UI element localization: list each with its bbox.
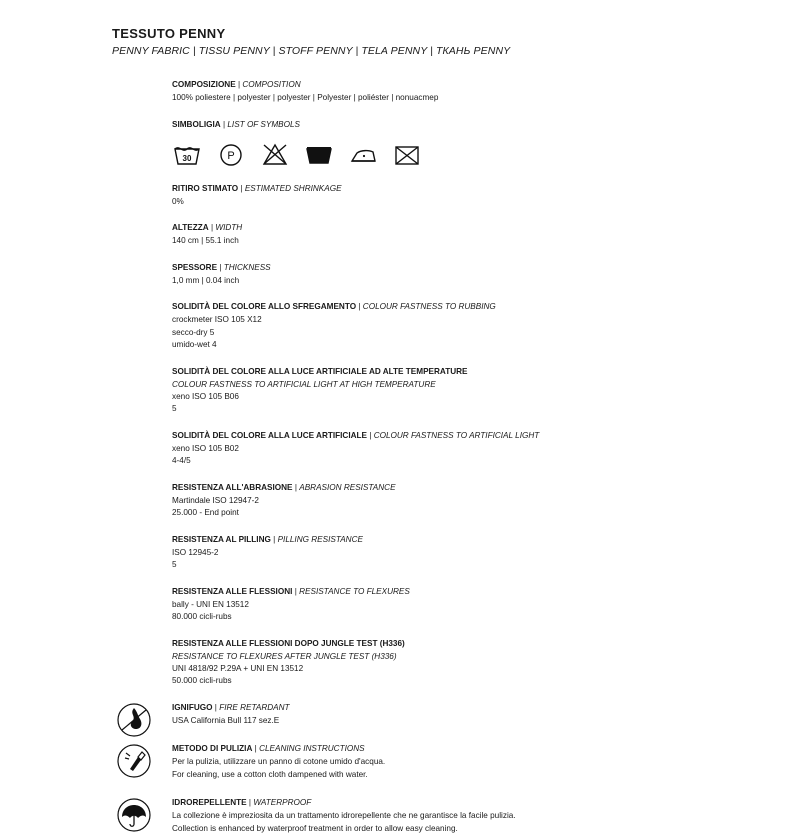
heading-en: WATERPROOF <box>253 798 312 807</box>
heading-en: FIRE RETARDANT <box>219 702 290 712</box>
heading-en: COMPOSITION <box>242 80 301 89</box>
heading-separator: | <box>248 798 252 807</box>
heading-separator: | <box>254 744 257 753</box>
section-line: 140 cm | 55.1 inch <box>172 236 239 245</box>
section-heading <box>172 119 770 131</box>
heading-separator: | <box>358 302 361 311</box>
section-line: UNI 4818/92 P.29A + UNI EN 13512 <box>172 663 304 673</box>
heading-it: SOLIDITÀ DEL COLORE ALLO SFREGAMENTO <box>172 302 357 311</box>
heading-en: LIST OF SYMBOLS <box>227 119 301 129</box>
heading-it: RITIRO STIMATO <box>172 183 239 193</box>
wash-30-icon <box>172 139 202 169</box>
heading-en: THICKNESS <box>223 262 271 272</box>
section-abrasione <box>172 482 770 520</box>
heading-separator: | <box>294 586 297 596</box>
heading-en: ESTIMATED SHRINKAGE <box>244 183 342 193</box>
section-line: 100% poliestere | polyester | polyester | Polyester | poliéster | nonuacmep <box>172 93 439 102</box>
spray-cleaning-icon <box>112 739 156 783</box>
heading-separator: | <box>219 262 222 272</box>
section-solidita-sfregamento <box>172 301 770 352</box>
heading-it: COMPOSIZIONE <box>172 80 236 89</box>
section-heading <box>172 262 770 274</box>
section-line: 25.000 - End point <box>172 508 239 517</box>
section-heading <box>172 534 770 546</box>
section-subheading: RESISTANCE TO FLEXURES AFTER JUNGLE TEST (H336) <box>172 651 397 661</box>
section-line: USA California Bull 117 sez.E <box>172 715 280 725</box>
section-flessioni-jungle <box>172 638 770 688</box>
heading-separator: | <box>237 80 241 89</box>
section-line: Martindale ISO 12947-2 <box>172 495 259 505</box>
section-solidita-luce-artificiale <box>172 430 770 468</box>
content-column <box>172 79 770 835</box>
heading-it: RESISTENZA ALLE FLESSIONI <box>172 586 293 596</box>
section-simbologia <box>172 119 770 169</box>
section-line: crockmeter ISO 105 X12 <box>172 315 262 324</box>
heading-en: COLOUR FASTNESS TO ARTIFICIAL LIGHT <box>373 430 540 440</box>
section-heading <box>172 638 770 650</box>
heading-it: RESISTENZA ALL'ABRASIONE <box>172 482 293 492</box>
section-pulizia <box>172 743 770 781</box>
section-ritiro <box>172 183 770 209</box>
section-line: 4-4/5 <box>172 456 191 465</box>
section-heading <box>172 586 770 598</box>
section-line: bally - UNI EN 13512 <box>172 599 249 609</box>
heading-separator: | <box>294 482 297 492</box>
section-line: umido-wet 4 <box>172 340 217 349</box>
section-line: 50.000 cicli-rubs <box>172 676 232 685</box>
section-line: 5 <box>172 560 177 569</box>
section-line: 80.000 cicli-rubs <box>172 612 232 621</box>
svg-text:30: 30 <box>182 153 192 163</box>
heading-en: CLEANING INSTRUCTIONS <box>259 744 365 753</box>
heading-it: SOLIDITÀ DEL COLORE ALLA LUCE ARTIFICIALE <box>172 430 367 440</box>
section-pilling <box>172 534 770 572</box>
umbrella-waterproof-icon <box>112 793 156 837</box>
heading-it: SIMBOLIGIA <box>172 119 221 129</box>
heading-separator: | <box>369 430 372 440</box>
section-solidita-luce-alte-temperature <box>172 366 770 416</box>
section-line: xeno ISO 105 B06 <box>172 391 239 401</box>
no-tumble-dry-icon <box>304 139 334 169</box>
section-idrorepellente <box>172 797 770 835</box>
heading-it: ALTEZZA <box>172 223 209 232</box>
heading-it: IDROREPELLENTE <box>172 798 247 807</box>
heading-separator: | <box>273 534 276 544</box>
heading-it: METODO DI PULIZIA <box>172 744 253 753</box>
section-heading <box>172 702 770 714</box>
heading-en: ABRASION RESISTANCE <box>299 482 396 492</box>
heading-en: RESISTANCE TO FLEXURES <box>299 586 410 596</box>
section-heading <box>172 482 770 494</box>
section-flessioni <box>172 586 770 624</box>
heading-separator: | <box>240 183 243 193</box>
section-heading <box>172 797 770 809</box>
heading-en: PILLING RESISTANCE <box>277 534 363 544</box>
heading-it: IGNIFUGO <box>172 702 213 712</box>
page-subtitle: PENNY FABRIC | TISSU PENNY | STOFF PENNY | TELA PENNY | ТКАНЬ PENNY <box>112 45 511 57</box>
heading-separator: | <box>222 119 226 129</box>
section-heading <box>172 183 770 195</box>
no-wash-crossed-icon <box>392 139 422 169</box>
section-heading <box>172 301 770 313</box>
section-line: 5 <box>172 404 177 413</box>
svg-text:P: P <box>227 149 235 162</box>
section-heading <box>172 79 770 91</box>
no-bleach-icon <box>260 139 290 169</box>
page-title: TESSUTO PENNY <box>112 26 226 41</box>
heading-en: COLOUR FASTNESS TO RUBBING <box>362 302 496 311</box>
heading-separator: | <box>214 702 217 712</box>
section-line: secco-dry 5 <box>172 327 215 337</box>
section-line: For cleaning, use a cotton cloth dampened with water. <box>172 769 368 779</box>
section-heading <box>172 366 770 378</box>
section-subheading: COLOUR FASTNESS TO ARTIFICIAL LIGHT AT HIGH TEMPERATURE <box>172 379 436 389</box>
section-composizione <box>172 79 770 105</box>
section-line: La collezione è impreziosita da un trattamento idrorepellente che ne garantisce la facile pulizia. <box>172 811 516 820</box>
heading-it: RESISTENZA AL PILLING <box>172 534 271 544</box>
flame-retardant-icon <box>112 698 156 742</box>
heading-it: RESISTENZA ALLE FLESSIONI DOPO JUNGLE TEST (H336) <box>172 638 405 648</box>
section-line: ISO 12945-2 <box>172 547 219 557</box>
section-line: Per la pulizia, utilizzare un panno di cotone umido d'acqua. <box>172 757 386 766</box>
section-altezza <box>172 222 770 248</box>
dryclean-p-icon <box>216 139 246 169</box>
section-line: 1,0 mm | 0.04 inch <box>172 275 240 285</box>
section-spessore <box>172 262 770 288</box>
section-line: Collection is enhanced by waterproof treatment in order to allow easy cleaning. <box>172 823 458 833</box>
section-line: xeno ISO 105 B02 <box>172 443 239 453</box>
section-ignifugo <box>172 702 770 728</box>
heading-it: SPESSORE <box>172 262 218 272</box>
section-heading <box>172 222 770 234</box>
heading-en: WIDTH <box>215 223 243 232</box>
section-heading <box>172 743 770 755</box>
section-line: 0% <box>172 196 184 206</box>
heading-it: SOLIDITÀ DEL COLORE ALLA LUCE ARTIFICIALE AD ALTE TEMPERATURE <box>172 366 468 376</box>
symbols-row <box>172 139 770 169</box>
section-heading <box>172 430 770 442</box>
iron-low-icon <box>348 139 378 169</box>
heading-separator: | <box>210 223 214 232</box>
